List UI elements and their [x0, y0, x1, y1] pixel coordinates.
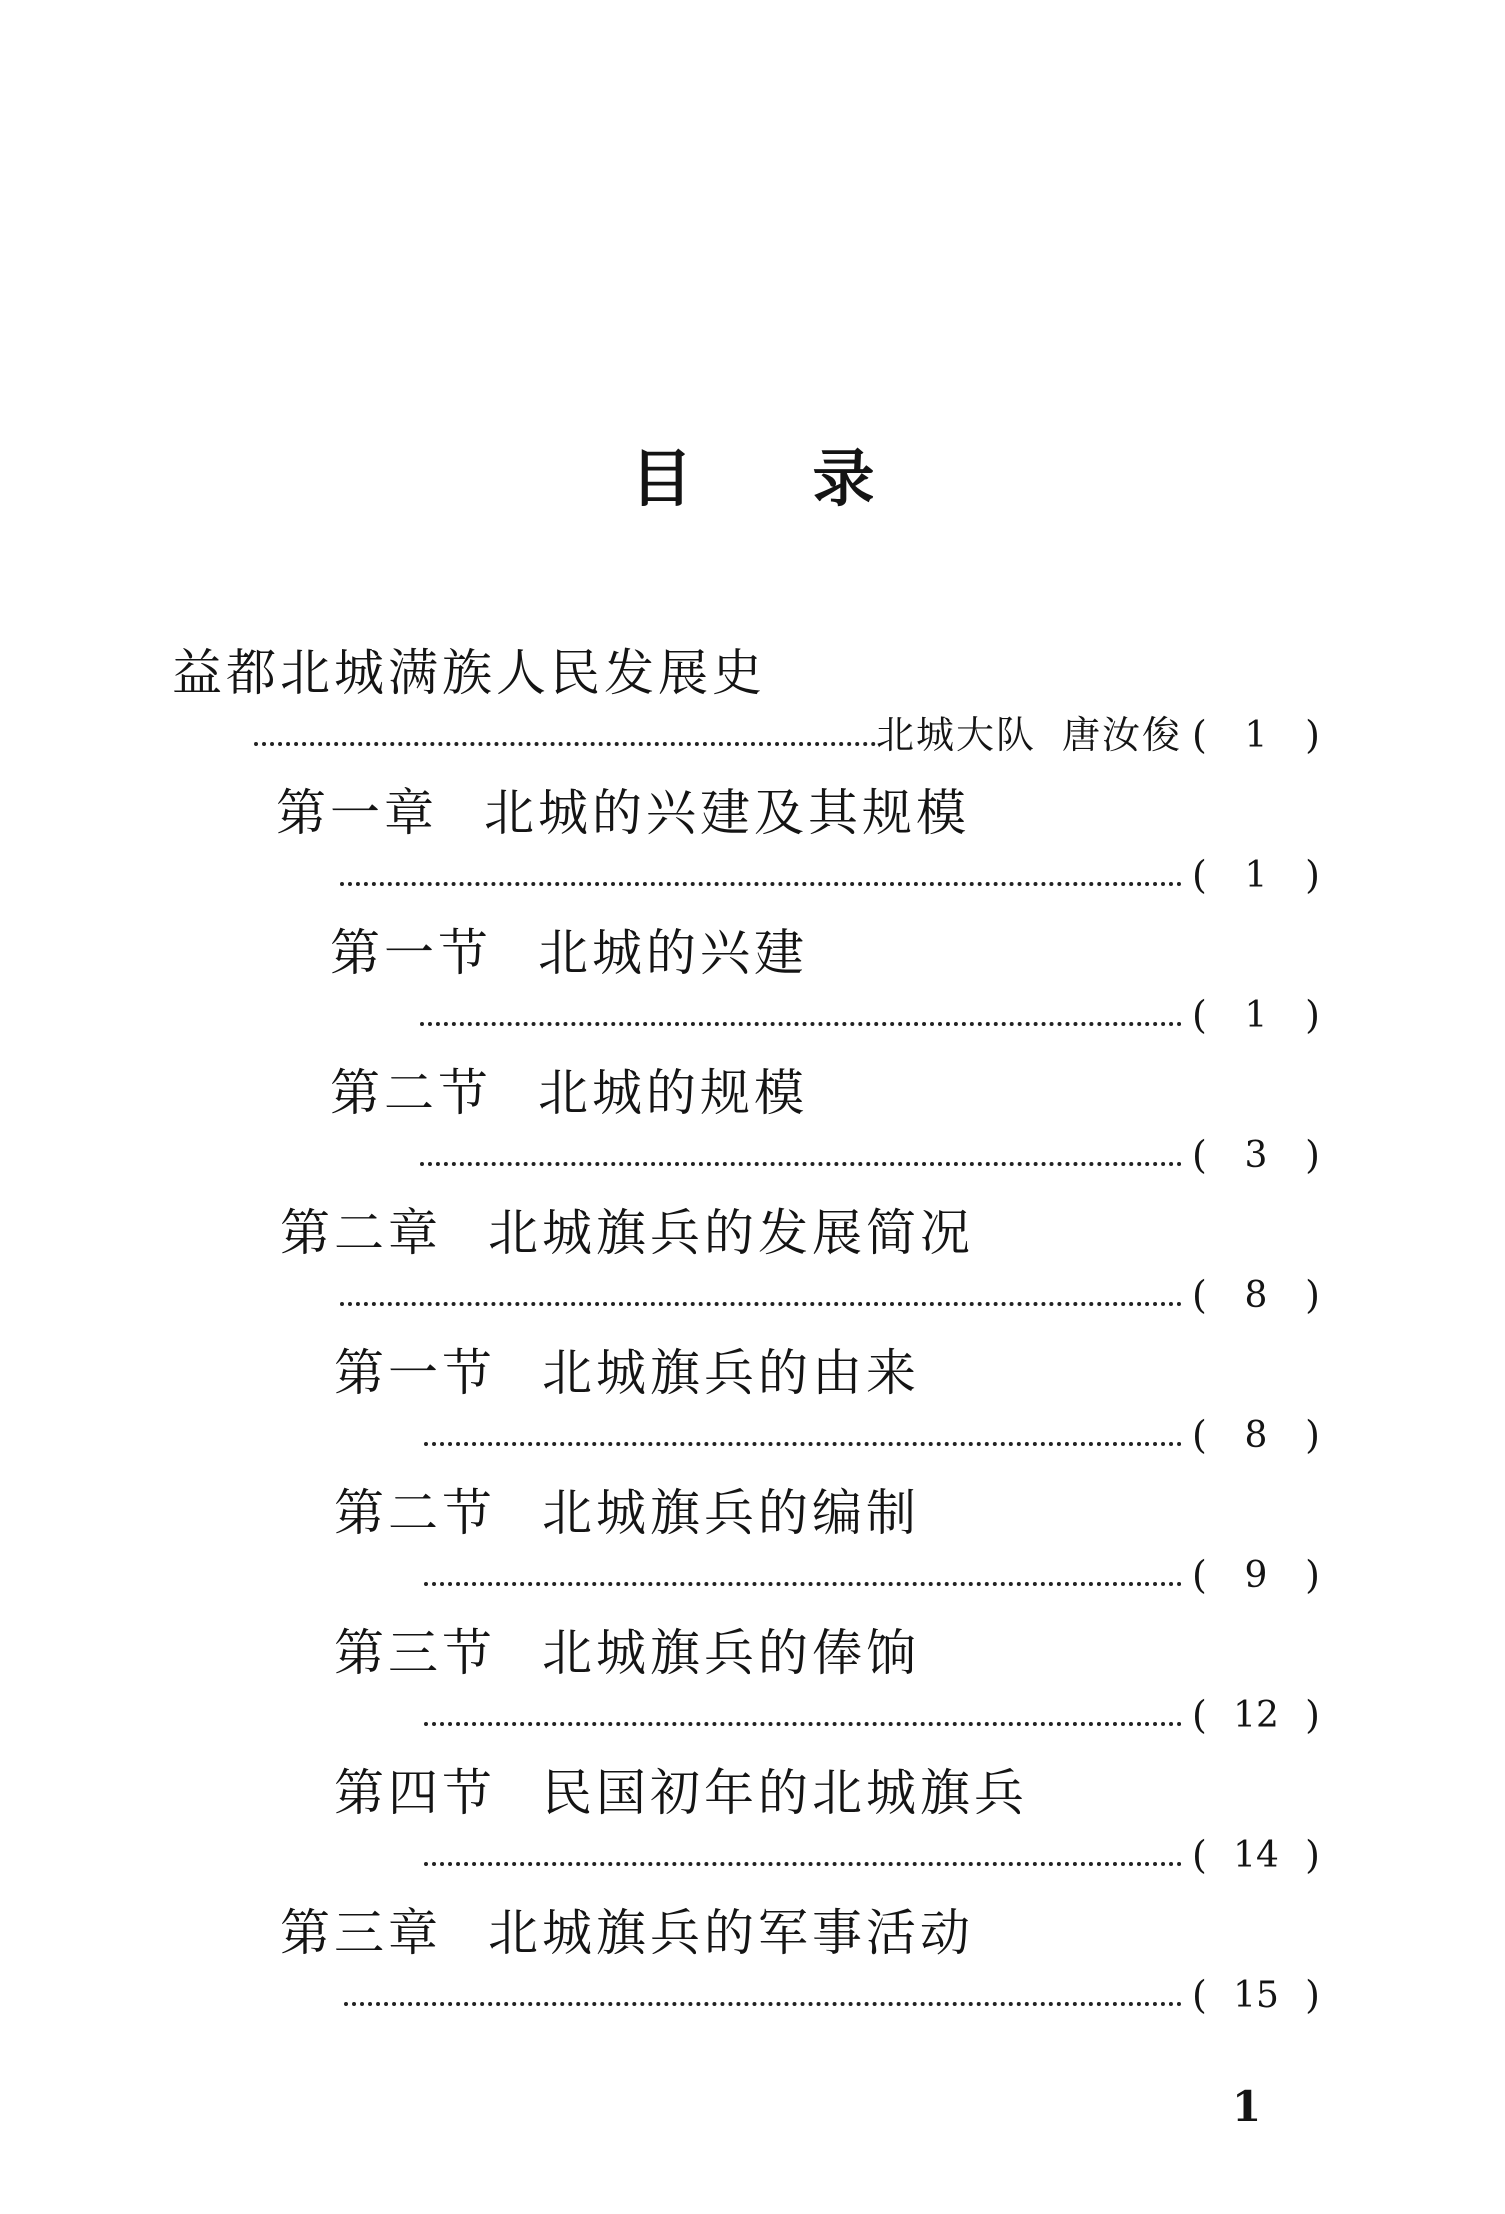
book-byline: [875, 713, 1182, 757]
entry-label: 第二节: [330, 1064, 492, 1122]
entry-label: 第一节: [334, 1344, 496, 1402]
section-title: [334, 1624, 920, 1682]
page-number: ( 9 ): [1192, 1553, 1320, 1597]
dot-leader: [424, 1441, 1182, 1446]
entry-label: 第一章: [276, 784, 438, 842]
dot-leader: [424, 1861, 1182, 1866]
entry-label: 第四节: [334, 1764, 496, 1822]
dot-leader: [420, 1161, 1182, 1166]
page-number: ( 8 ): [1192, 1273, 1320, 1317]
page-number: ( 8 ): [1192, 1413, 1320, 1457]
section-title: [334, 1344, 920, 1402]
entry-leader-row: [340, 1273, 1320, 1317]
entry-text: 北城旗兵的发展简况: [488, 1204, 974, 1262]
entry-label: 第三章: [280, 1904, 442, 1962]
book-title: 益都北城满族人民发展史: [172, 644, 766, 702]
book-leader-row: [254, 713, 1320, 757]
entry-text: 民国初年的北城旗兵: [542, 1764, 1028, 1822]
entry-leader-row: [424, 1693, 1320, 1737]
dot-leader: [424, 1581, 1182, 1586]
page-title-char-1: 目: [630, 442, 693, 515]
entry-text: 北城的规模: [538, 1064, 808, 1122]
entry-text: 北城旗兵的俸饷: [542, 1624, 920, 1682]
entry-label: 第三节: [334, 1624, 496, 1682]
entry-text: 北城旗兵的军事活动: [488, 1904, 974, 1962]
dot-leader: [340, 1301, 1182, 1306]
dot-leader: [424, 1721, 1182, 1726]
section-title: [334, 1764, 1028, 1822]
entry-label: 第二节: [334, 1484, 496, 1542]
entry-label: 第二章: [280, 1204, 442, 1262]
chapter-title: [280, 1904, 974, 1962]
page-number: ( 1 ): [1192, 853, 1320, 897]
page-number: ( 3 ): [1192, 1133, 1320, 1177]
folio-page-number: 1: [1232, 2082, 1262, 2131]
section-title: [330, 924, 808, 982]
entry-leader-row: [424, 1833, 1320, 1877]
dot-leader: [420, 1021, 1182, 1026]
entry-leader-row: [424, 1553, 1320, 1597]
byline-name: 唐汝俊: [1061, 713, 1182, 757]
page-number: ( 1 ): [1192, 993, 1320, 1037]
page-number: ( 14 ): [1192, 1833, 1320, 1877]
page-number: ( 12 ): [1192, 1693, 1320, 1737]
chapter-title: [280, 1204, 974, 1262]
entry-text: 北城的兴建: [538, 924, 808, 982]
entry-leader-row: [424, 1413, 1320, 1457]
entry-text: 北城的兴建及其规模: [484, 784, 970, 842]
page-number: ( 15 ): [1192, 1973, 1320, 2017]
entry-label: 第一节: [330, 924, 492, 982]
dot-leader: [254, 741, 876, 746]
page-title-char-2: 录: [812, 442, 875, 515]
byline-unit: 北城大队: [875, 713, 1036, 757]
entry-leader-row: [340, 853, 1320, 897]
section-title: [330, 1064, 808, 1122]
section-title: [334, 1484, 920, 1542]
chapter-title: [276, 784, 970, 842]
entry-leader-row: [420, 993, 1320, 1037]
entry-text: 北城旗兵的编制: [542, 1484, 920, 1542]
dot-leader: [344, 2001, 1182, 2006]
page-number: ( 1 ): [1192, 713, 1320, 757]
entry-leader-row: [420, 1133, 1320, 1177]
entry-text: 北城旗兵的由来: [542, 1344, 920, 1402]
dot-leader: [340, 881, 1182, 886]
entry-leader-row: [344, 1973, 1320, 2017]
